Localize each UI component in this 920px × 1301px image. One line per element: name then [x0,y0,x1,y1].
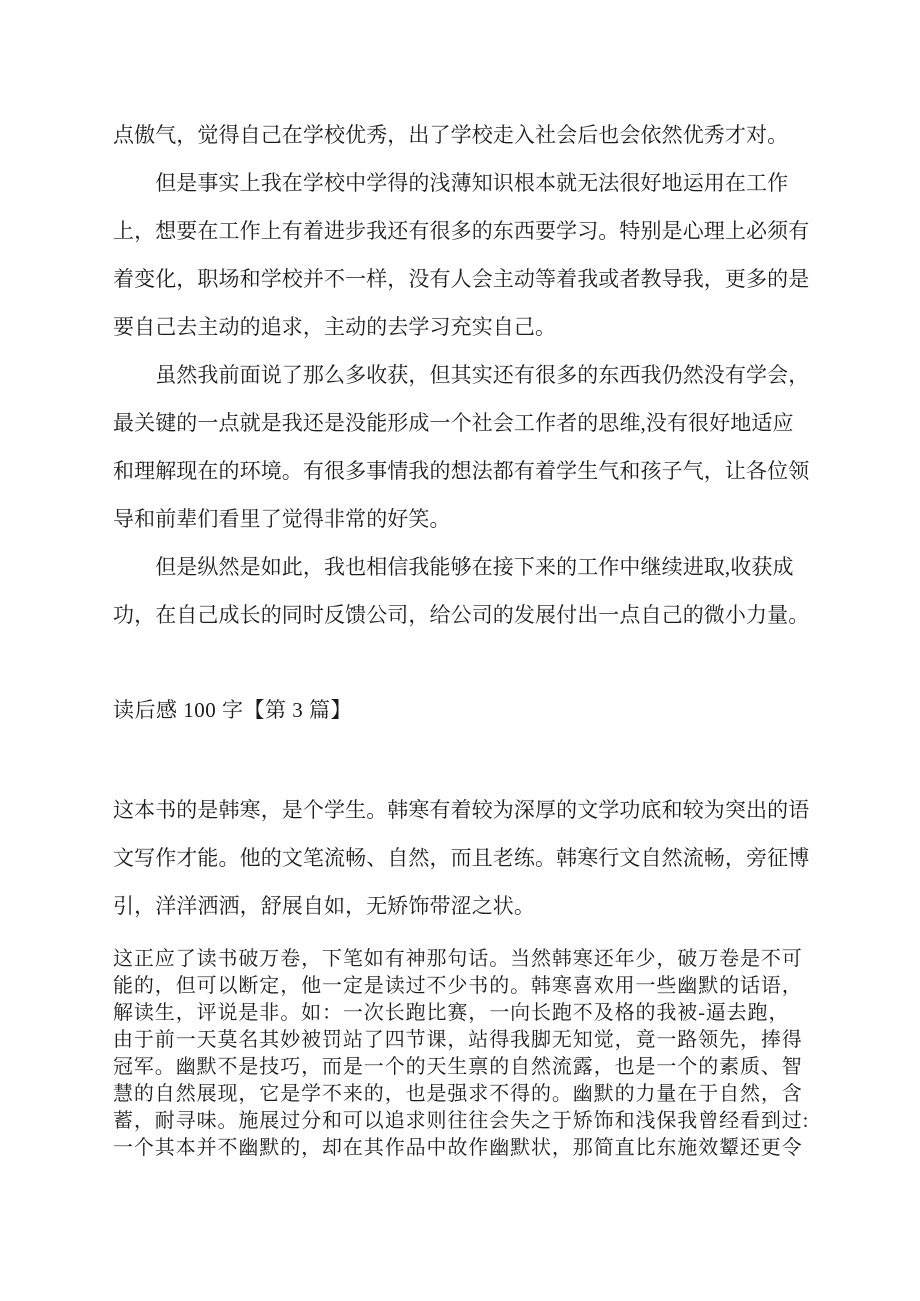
section-heading [113,686,810,734]
paragraph-continuation [113,111,810,159]
paragraph-work-reality [113,159,810,351]
text-line: 功，在自己成长的同时反馈公司，给公司的发展付出一点自己的微小力量。 [113,603,810,627]
text-line: 最关键的一点就是我还是没能形成一个社会工作者的思维,没有很好地适应 [113,411,794,435]
text-line: 冠军。幽默不是技巧，而是一个的天生禀的自然流露，也是一个的素质、智 [113,1056,803,1078]
text-line: 上，想要在工作上有着进步我还有很多的东西要学习。特别是心理上必须有 [113,219,810,243]
text-line: 这本书的是韩寒，是个学生。韩寒有着较为深厚的文学功底和较为突出的语 [113,798,810,822]
text-line: 要自己去主动的追求，主动的去学习充实自己。 [113,315,557,339]
text-line: 这正应了读书破万卷，下笔如有神那句话。当然韩寒还年少，破万卷是不可 [113,948,803,970]
paragraph-hanhan-intro [113,786,810,930]
text-line: 导和前辈们看里了觉得非常的好笑。 [113,507,451,531]
paragraph-resolve [113,543,810,639]
text-line: 慧的自然展现，它是学不来的，也是强求不得的。幽默的力量在于自然，含 [113,1083,803,1105]
text-line: 文写作才能。他的文笔流畅、自然，而且老练。韩寒行文自然流畅，旁征博 [113,846,810,870]
text-line: 由于前一天莫名其妙被罚站了四节课，站得我脚无知觉，竟一路领先，捧得 [113,1029,803,1051]
document-content [113,111,810,1162]
text-line: 着变化，职场和学校并不一样，没有人会主动等着我或者教导我，更多的是 [113,267,810,291]
text-line: 虽然我前面说了那么多收获，但其实还有很多的东西我仍然没有学会， [113,363,810,387]
text-line: 点傲气，觉得自己在学校优秀，出了学校走入社会后也会依然优秀才对。 [113,123,789,147]
paragraph-gains [113,351,810,543]
paragraph-humor [113,946,810,1162]
text-line: 但是事实上我在学校中学得的浅薄知识根本就无法很好地运用在工作 [113,171,789,195]
text-line: 一个其本并不幽默的，却在其作品中故作幽默状，那简直比东施效颦还更令 [113,1137,803,1159]
text-line: 和理解现在的环境。有很多事情我的想法都有着学生气和孩子气，让各位领 [113,459,810,483]
text-line: 读后感 100 字【第 3 篇】 [113,698,352,722]
text-line: 蓄，耐寻味。施展过分和可以追求则往往会失之于矫饰和浅保我曾经看到过: [113,1110,810,1132]
text-line: 但是纵然是如此，我也相信我能够在接下来的工作中继续进取,收获成 [113,555,794,579]
text-line: 解读生，评说是非。如：一次长跑比赛，一向长跑不及格的我被-逼去跑， [113,1002,790,1024]
text-line: 能的，但可以断定，他一定是读过不少书的。韩寒喜欢用一些幽默的话语， [113,975,803,997]
text-line: 引，洋洋洒洒，舒展自如，无矫饰带涩之状。 [113,894,535,918]
